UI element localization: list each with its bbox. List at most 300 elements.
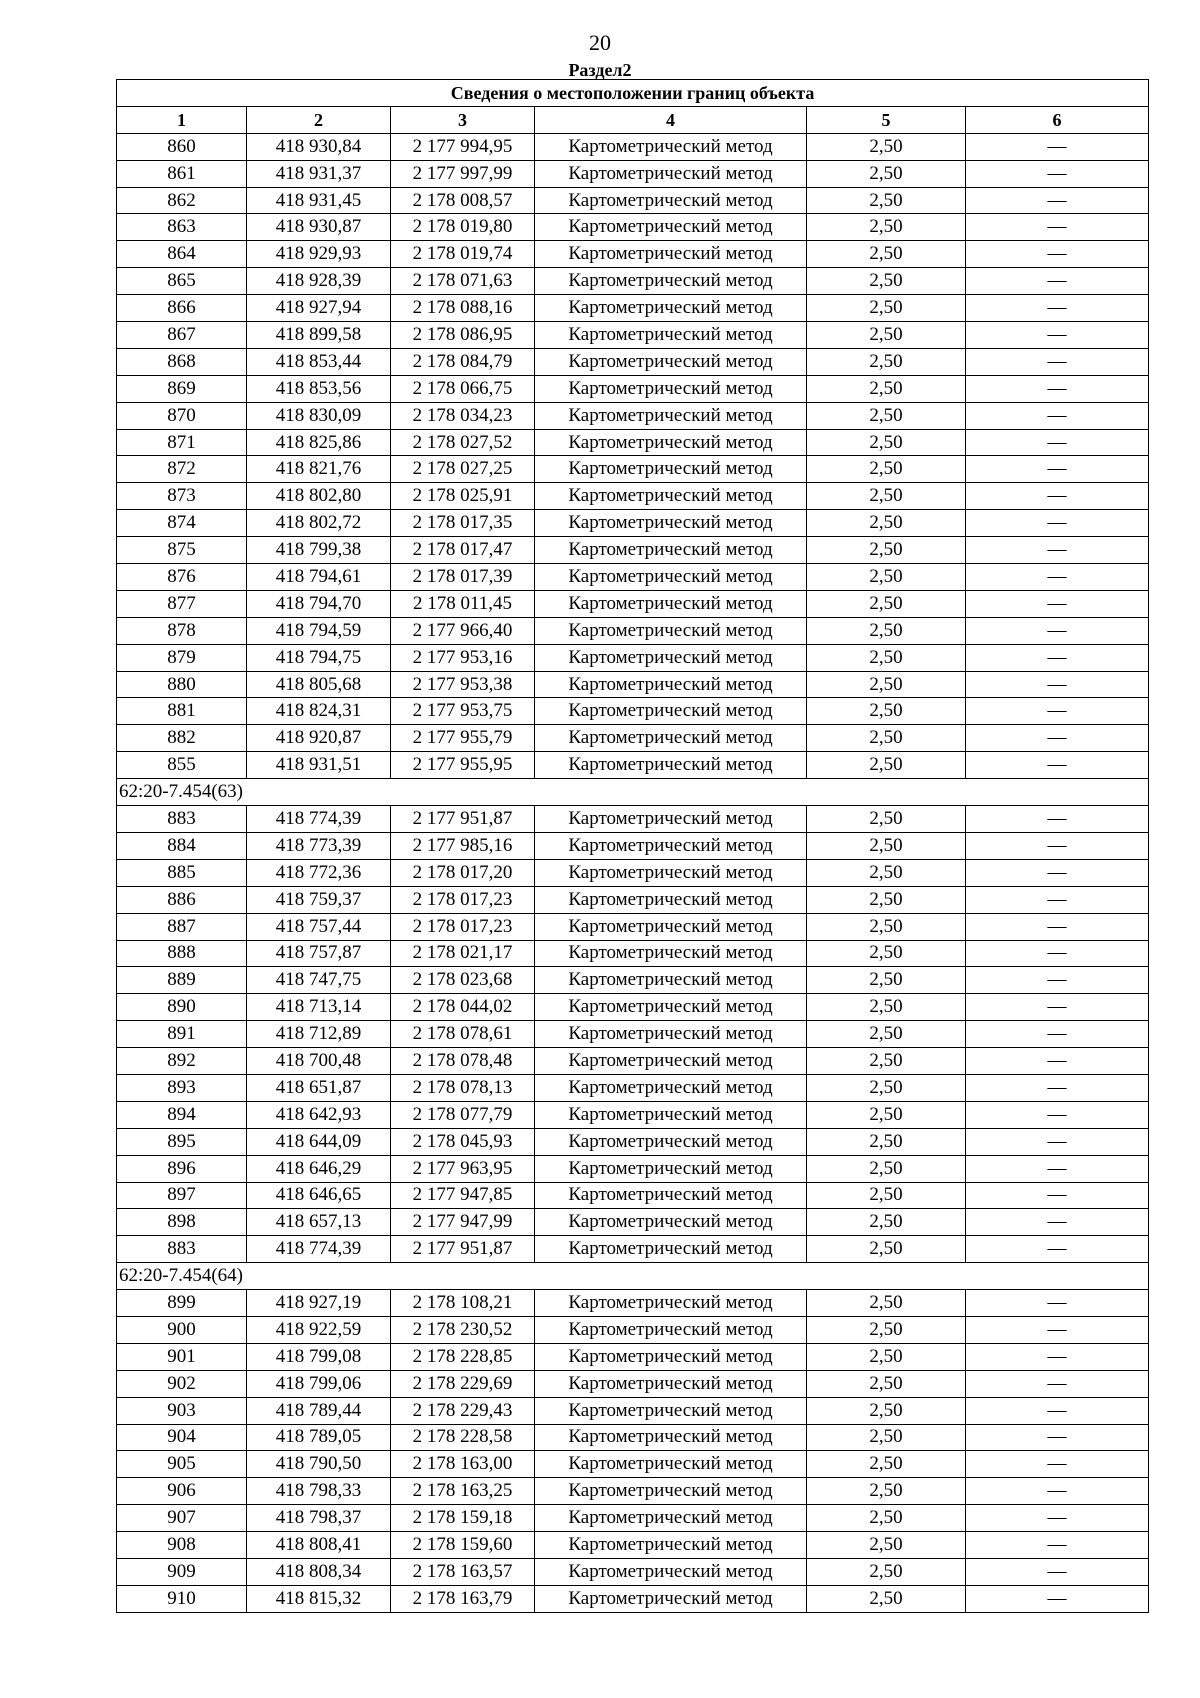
x-coordinate-cell: 418 799,38 [247, 537, 391, 564]
x-coordinate-cell: 418 815,32 [247, 1585, 391, 1612]
point-number-cell: 881 [117, 698, 247, 725]
x-coordinate-cell: 418 798,33 [247, 1478, 391, 1505]
y-coordinate-cell: 2 177 994,95 [391, 133, 535, 160]
table-row [117, 133, 1149, 160]
accuracy-cell: 2,50 [807, 1585, 966, 1612]
method-cell: Картометрический метод [535, 617, 807, 644]
point-number-cell: 855 [117, 752, 247, 779]
y-coordinate-cell: 2 178 017,35 [391, 510, 535, 537]
accuracy-cell: 2,50 [807, 725, 966, 752]
point-number-cell: 893 [117, 1074, 247, 1101]
y-coordinate-cell: 2 178 027,52 [391, 429, 535, 456]
table-row [117, 268, 1149, 295]
accuracy-cell: 2,50 [807, 133, 966, 160]
x-coordinate-cell: 418 642,93 [247, 1101, 391, 1128]
x-coordinate-cell: 418 853,44 [247, 348, 391, 375]
point-number-cell: 908 [117, 1532, 247, 1559]
accuracy-cell: 2,50 [807, 1558, 966, 1585]
table-row [117, 402, 1149, 429]
accuracy-cell: 2,50 [807, 214, 966, 241]
y-coordinate-cell: 2 177 947,99 [391, 1209, 535, 1236]
description-cell: — [966, 1532, 1149, 1559]
description-cell: — [966, 1478, 1149, 1505]
x-coordinate-cell: 418 805,68 [247, 671, 391, 698]
table-row [117, 1074, 1149, 1101]
accuracy-cell: 2,50 [807, 617, 966, 644]
table-row [117, 1505, 1149, 1532]
table-row [117, 322, 1149, 349]
y-coordinate-cell: 2 177 985,16 [391, 832, 535, 859]
x-coordinate-cell: 418 790,50 [247, 1451, 391, 1478]
table-row [117, 832, 1149, 859]
method-cell: Картометрический метод [535, 187, 807, 214]
y-coordinate-cell: 2 178 008,57 [391, 187, 535, 214]
point-number-cell: 883 [117, 806, 247, 833]
point-number-cell: 898 [117, 1209, 247, 1236]
x-coordinate-cell: 418 794,59 [247, 617, 391, 644]
point-number-cell: 902 [117, 1370, 247, 1397]
description-cell: — [966, 886, 1149, 913]
x-coordinate-cell: 418 927,94 [247, 295, 391, 322]
x-coordinate-cell: 418 798,37 [247, 1505, 391, 1532]
accuracy-cell: 2,50 [807, 564, 966, 591]
method-cell: Картометрический метод [535, 1505, 807, 1532]
x-coordinate-cell: 418 747,75 [247, 967, 391, 994]
point-number-cell: 878 [117, 617, 247, 644]
table-row [117, 1424, 1149, 1451]
point-number-cell: 887 [117, 913, 247, 940]
method-cell: Картометрический метод [535, 1316, 807, 1343]
method-cell: Картометрический метод [535, 214, 807, 241]
y-coordinate-cell: 2 178 078,48 [391, 1048, 535, 1075]
description-cell: — [966, 1585, 1149, 1612]
point-number-cell: 899 [117, 1290, 247, 1317]
method-cell: Картометрический метод [535, 1074, 807, 1101]
x-coordinate-cell: 418 789,44 [247, 1397, 391, 1424]
point-number-cell: 876 [117, 564, 247, 591]
x-coordinate-cell: 418 789,05 [247, 1424, 391, 1451]
point-number-cell: 862 [117, 187, 247, 214]
description-cell: — [966, 187, 1149, 214]
method-cell: Картометрический метод [535, 1370, 807, 1397]
method-cell: Картометрический метод [535, 348, 807, 375]
accuracy-cell: 2,50 [807, 832, 966, 859]
contour-group-row [117, 779, 1149, 806]
table-row [117, 429, 1149, 456]
y-coordinate-cell: 2 177 947,85 [391, 1182, 535, 1209]
y-coordinate-cell: 2 178 017,23 [391, 886, 535, 913]
x-coordinate-cell: 418 757,44 [247, 913, 391, 940]
point-number-cell: 892 [117, 1048, 247, 1075]
description-cell: — [966, 698, 1149, 725]
table-row [117, 859, 1149, 886]
accuracy-cell: 2,50 [807, 429, 966, 456]
accuracy-cell: 2,50 [807, 160, 966, 187]
description-cell: — [966, 348, 1149, 375]
table-row [117, 375, 1149, 402]
x-coordinate-cell: 418 824,31 [247, 698, 391, 725]
x-coordinate-cell: 418 931,37 [247, 160, 391, 187]
boundary-coordinates-table [116, 79, 1149, 1613]
accuracy-cell: 2,50 [807, 375, 966, 402]
description-cell: — [966, 268, 1149, 295]
point-number-cell: 889 [117, 967, 247, 994]
point-number-cell: 868 [117, 348, 247, 375]
method-cell: Картометрический метод [535, 832, 807, 859]
table-row [117, 456, 1149, 483]
table-row [117, 1316, 1149, 1343]
point-number-cell: 864 [117, 241, 247, 268]
point-number-cell: 870 [117, 402, 247, 429]
point-number-cell: 866 [117, 295, 247, 322]
accuracy-cell: 2,50 [807, 402, 966, 429]
y-coordinate-cell: 2 178 163,00 [391, 1451, 535, 1478]
method-cell: Картометрический метод [535, 994, 807, 1021]
accuracy-cell: 2,50 [807, 1505, 966, 1532]
table-row [117, 994, 1149, 1021]
point-number-cell: 903 [117, 1397, 247, 1424]
description-cell: — [966, 483, 1149, 510]
x-coordinate-cell: 418 922,59 [247, 1316, 391, 1343]
table-row [117, 1155, 1149, 1182]
y-coordinate-cell: 2 178 034,23 [391, 402, 535, 429]
table-title: Сведения о местоположении границ объекта [117, 80, 1149, 107]
accuracy-cell: 2,50 [807, 1451, 966, 1478]
y-coordinate-cell: 2 178 163,25 [391, 1478, 535, 1505]
table-row [117, 725, 1149, 752]
method-cell: Картометрический метод [535, 671, 807, 698]
table-row [117, 617, 1149, 644]
y-coordinate-cell: 2 177 953,38 [391, 671, 535, 698]
accuracy-cell: 2,50 [807, 456, 966, 483]
x-coordinate-cell: 418 931,45 [247, 187, 391, 214]
table-row [117, 752, 1149, 779]
method-cell: Картометрический метод [535, 375, 807, 402]
y-coordinate-cell: 2 177 951,87 [391, 806, 535, 833]
accuracy-cell: 2,50 [807, 590, 966, 617]
table-row [117, 671, 1149, 698]
method-cell: Картометрический метод [535, 1585, 807, 1612]
y-coordinate-cell: 2 178 108,21 [391, 1290, 535, 1317]
y-coordinate-cell: 2 177 955,79 [391, 725, 535, 752]
accuracy-cell: 2,50 [807, 295, 966, 322]
description-cell: — [966, 1290, 1149, 1317]
method-cell: Картометрический метод [535, 1101, 807, 1128]
x-coordinate-cell: 418 651,87 [247, 1074, 391, 1101]
method-cell: Картометрический метод [535, 725, 807, 752]
table-head [117, 80, 1149, 134]
method-cell: Картометрический метод [535, 456, 807, 483]
accuracy-cell: 2,50 [807, 322, 966, 349]
point-number-cell: 886 [117, 886, 247, 913]
y-coordinate-cell: 2 178 023,68 [391, 967, 535, 994]
table-row [117, 537, 1149, 564]
point-number-cell: 872 [117, 456, 247, 483]
point-number-cell: 871 [117, 429, 247, 456]
point-number-cell: 891 [117, 1021, 247, 1048]
point-number-cell: 894 [117, 1101, 247, 1128]
x-coordinate-cell: 418 930,84 [247, 133, 391, 160]
point-number-cell: 877 [117, 590, 247, 617]
table-row [117, 913, 1149, 940]
accuracy-cell: 2,50 [807, 913, 966, 940]
description-cell: — [966, 295, 1149, 322]
table-row [117, 295, 1149, 322]
description-cell: — [966, 214, 1149, 241]
x-coordinate-cell: 418 899,58 [247, 322, 391, 349]
accuracy-cell: 2,50 [807, 886, 966, 913]
contour-group-row [117, 1263, 1149, 1290]
description-cell: — [966, 806, 1149, 833]
method-cell: Картометрический метод [535, 1343, 807, 1370]
x-coordinate-cell: 418 657,13 [247, 1209, 391, 1236]
accuracy-cell: 2,50 [807, 1236, 966, 1263]
table-caption-row [117, 80, 1149, 107]
table-row [117, 1048, 1149, 1075]
y-coordinate-cell: 2 177 955,95 [391, 752, 535, 779]
accuracy-cell: 2,50 [807, 698, 966, 725]
x-coordinate-cell: 418 646,65 [247, 1182, 391, 1209]
accuracy-cell: 2,50 [807, 967, 966, 994]
accuracy-cell: 2,50 [807, 1074, 966, 1101]
method-cell: Картометрический метод [535, 483, 807, 510]
accuracy-cell: 2,50 [807, 241, 966, 268]
x-coordinate-cell: 418 928,39 [247, 268, 391, 295]
point-number-cell: 909 [117, 1558, 247, 1585]
point-number-cell: 906 [117, 1478, 247, 1505]
accuracy-cell: 2,50 [807, 348, 966, 375]
description-cell: — [966, 564, 1149, 591]
y-coordinate-cell: 2 178 045,93 [391, 1128, 535, 1155]
contour-label: 62:20-7.454(63) [117, 779, 1149, 806]
description-cell: — [966, 1021, 1149, 1048]
point-number-cell: 907 [117, 1505, 247, 1532]
point-number-cell: 885 [117, 859, 247, 886]
table-row [117, 1585, 1149, 1612]
accuracy-cell: 2,50 [807, 1155, 966, 1182]
description-cell: — [966, 1128, 1149, 1155]
x-coordinate-cell: 418 646,29 [247, 1155, 391, 1182]
accuracy-cell: 2,50 [807, 752, 966, 779]
description-cell: — [966, 671, 1149, 698]
x-coordinate-cell: 418 713,14 [247, 994, 391, 1021]
table-row [117, 1478, 1149, 1505]
accuracy-cell: 2,50 [807, 1370, 966, 1397]
x-coordinate-cell: 418 853,56 [247, 375, 391, 402]
x-coordinate-cell: 418 644,09 [247, 1128, 391, 1155]
x-coordinate-cell: 418 799,08 [247, 1343, 391, 1370]
description-cell: — [966, 133, 1149, 160]
table-row [117, 1290, 1149, 1317]
accuracy-cell: 2,50 [807, 510, 966, 537]
description-cell: — [966, 1182, 1149, 1209]
point-number-cell: 895 [117, 1128, 247, 1155]
x-coordinate-cell: 418 825,86 [247, 429, 391, 456]
y-coordinate-cell: 2 177 953,75 [391, 698, 535, 725]
table-row [117, 1451, 1149, 1478]
table-row [117, 1182, 1149, 1209]
description-cell: — [966, 1101, 1149, 1128]
table-row [117, 644, 1149, 671]
y-coordinate-cell: 2 177 951,87 [391, 1236, 535, 1263]
x-coordinate-cell: 418 802,72 [247, 510, 391, 537]
x-coordinate-cell: 418 774,39 [247, 806, 391, 833]
description-cell: — [966, 1505, 1149, 1532]
y-coordinate-cell: 2 177 963,95 [391, 1155, 535, 1182]
table-row [117, 698, 1149, 725]
table-row [117, 1128, 1149, 1155]
table-row [117, 1236, 1149, 1263]
point-number-cell: 897 [117, 1182, 247, 1209]
column-header: 6 [966, 106, 1149, 133]
method-cell: Картометрический метод [535, 940, 807, 967]
method-cell: Картометрический метод [535, 698, 807, 725]
method-cell: Картометрический метод [535, 429, 807, 456]
accuracy-cell: 2,50 [807, 268, 966, 295]
x-coordinate-cell: 418 759,37 [247, 886, 391, 913]
description-cell: — [966, 1558, 1149, 1585]
point-number-cell: 867 [117, 322, 247, 349]
description-cell: — [966, 1343, 1149, 1370]
x-coordinate-cell: 418 773,39 [247, 832, 391, 859]
description-cell: — [966, 590, 1149, 617]
y-coordinate-cell: 2 178 019,74 [391, 241, 535, 268]
table-row [117, 940, 1149, 967]
table-row [117, 483, 1149, 510]
description-cell: — [966, 1074, 1149, 1101]
description-cell: — [966, 994, 1149, 1021]
y-coordinate-cell: 2 178 019,80 [391, 214, 535, 241]
table-row [117, 1397, 1149, 1424]
description-cell: — [966, 1424, 1149, 1451]
y-coordinate-cell: 2 178 163,57 [391, 1558, 535, 1585]
description-cell: — [966, 1397, 1149, 1424]
point-number-cell: 900 [117, 1316, 247, 1343]
accuracy-cell: 2,50 [807, 644, 966, 671]
y-coordinate-cell: 2 178 159,18 [391, 1505, 535, 1532]
x-coordinate-cell: 418 830,09 [247, 402, 391, 429]
y-coordinate-cell: 2 178 163,79 [391, 1585, 535, 1612]
method-cell: Картометрический метод [535, 322, 807, 349]
accuracy-cell: 2,50 [807, 1209, 966, 1236]
method-cell: Картометрический метод [535, 241, 807, 268]
table-row [117, 1209, 1149, 1236]
accuracy-cell: 2,50 [807, 1021, 966, 1048]
table-row [117, 510, 1149, 537]
y-coordinate-cell: 2 177 953,16 [391, 644, 535, 671]
x-coordinate-cell: 418 930,87 [247, 214, 391, 241]
description-cell: — [966, 832, 1149, 859]
point-number-cell: 883 [117, 1236, 247, 1263]
section-title: Раздел2 [568, 60, 632, 80]
y-coordinate-cell: 2 178 027,25 [391, 456, 535, 483]
point-number-cell: 874 [117, 510, 247, 537]
y-coordinate-cell: 2 178 077,79 [391, 1101, 535, 1128]
y-coordinate-cell: 2 178 021,17 [391, 940, 535, 967]
description-cell: — [966, 1048, 1149, 1075]
description-cell: — [966, 725, 1149, 752]
x-coordinate-cell: 418 802,80 [247, 483, 391, 510]
y-coordinate-cell: 2 178 017,23 [391, 913, 535, 940]
description-cell: — [966, 644, 1149, 671]
description-cell: — [966, 1316, 1149, 1343]
point-number-cell: 863 [117, 214, 247, 241]
table-body [117, 133, 1149, 1612]
method-cell: Картометрический метод [535, 859, 807, 886]
table-row [117, 1101, 1149, 1128]
table-row [117, 1532, 1149, 1559]
accuracy-cell: 2,50 [807, 1343, 966, 1370]
table-row [117, 1021, 1149, 1048]
y-coordinate-cell: 2 178 084,79 [391, 348, 535, 375]
table-row [117, 806, 1149, 833]
method-cell: Картометрический метод [535, 913, 807, 940]
accuracy-cell: 2,50 [807, 671, 966, 698]
y-coordinate-cell: 2 178 066,75 [391, 375, 535, 402]
point-number-cell: 879 [117, 644, 247, 671]
description-cell: — [966, 940, 1149, 967]
column-number-row [117, 106, 1149, 133]
y-coordinate-cell: 2 178 228,85 [391, 1343, 535, 1370]
description-cell: — [966, 1236, 1149, 1263]
table-row [117, 348, 1149, 375]
x-coordinate-cell: 418 931,51 [247, 752, 391, 779]
x-coordinate-cell: 418 794,61 [247, 564, 391, 591]
description-cell: — [966, 402, 1149, 429]
column-header: 3 [391, 106, 535, 133]
point-number-cell: 890 [117, 994, 247, 1021]
method-cell: Картометрический метод [535, 1478, 807, 1505]
method-cell: Картометрический метод [535, 967, 807, 994]
y-coordinate-cell: 2 178 078,61 [391, 1021, 535, 1048]
y-coordinate-cell: 2 178 229,69 [391, 1370, 535, 1397]
accuracy-cell: 2,50 [807, 1316, 966, 1343]
x-coordinate-cell: 418 700,48 [247, 1048, 391, 1075]
method-cell: Картометрический метод [535, 1424, 807, 1451]
method-cell: Картометрический метод [535, 402, 807, 429]
y-coordinate-cell: 2 178 078,13 [391, 1074, 535, 1101]
page-number: 20 [589, 30, 611, 55]
method-cell: Картометрический метод [535, 1182, 807, 1209]
description-cell: — [966, 859, 1149, 886]
accuracy-cell: 2,50 [807, 859, 966, 886]
column-header: 2 [247, 106, 391, 133]
description-cell: — [966, 1155, 1149, 1182]
description-cell: — [966, 1209, 1149, 1236]
method-cell: Картометрический метод [535, 1021, 807, 1048]
point-number-cell: 865 [117, 268, 247, 295]
description-cell: — [966, 752, 1149, 779]
method-cell: Картометрический метод [535, 133, 807, 160]
description-cell: — [966, 375, 1149, 402]
column-header: 5 [807, 106, 966, 133]
x-coordinate-cell: 418 772,36 [247, 859, 391, 886]
description-cell: — [966, 160, 1149, 187]
y-coordinate-cell: 2 178 017,39 [391, 564, 535, 591]
y-coordinate-cell: 2 178 011,45 [391, 590, 535, 617]
y-coordinate-cell: 2 178 017,47 [391, 537, 535, 564]
accuracy-cell: 2,50 [807, 1478, 966, 1505]
y-coordinate-cell: 2 178 159,60 [391, 1532, 535, 1559]
y-coordinate-cell: 2 178 229,43 [391, 1397, 535, 1424]
description-cell: — [966, 322, 1149, 349]
accuracy-cell: 2,50 [807, 806, 966, 833]
accuracy-cell: 2,50 [807, 1128, 966, 1155]
point-number-cell: 860 [117, 133, 247, 160]
table-row [117, 564, 1149, 591]
description-cell: — [966, 510, 1149, 537]
method-cell: Картометрический метод [535, 806, 807, 833]
